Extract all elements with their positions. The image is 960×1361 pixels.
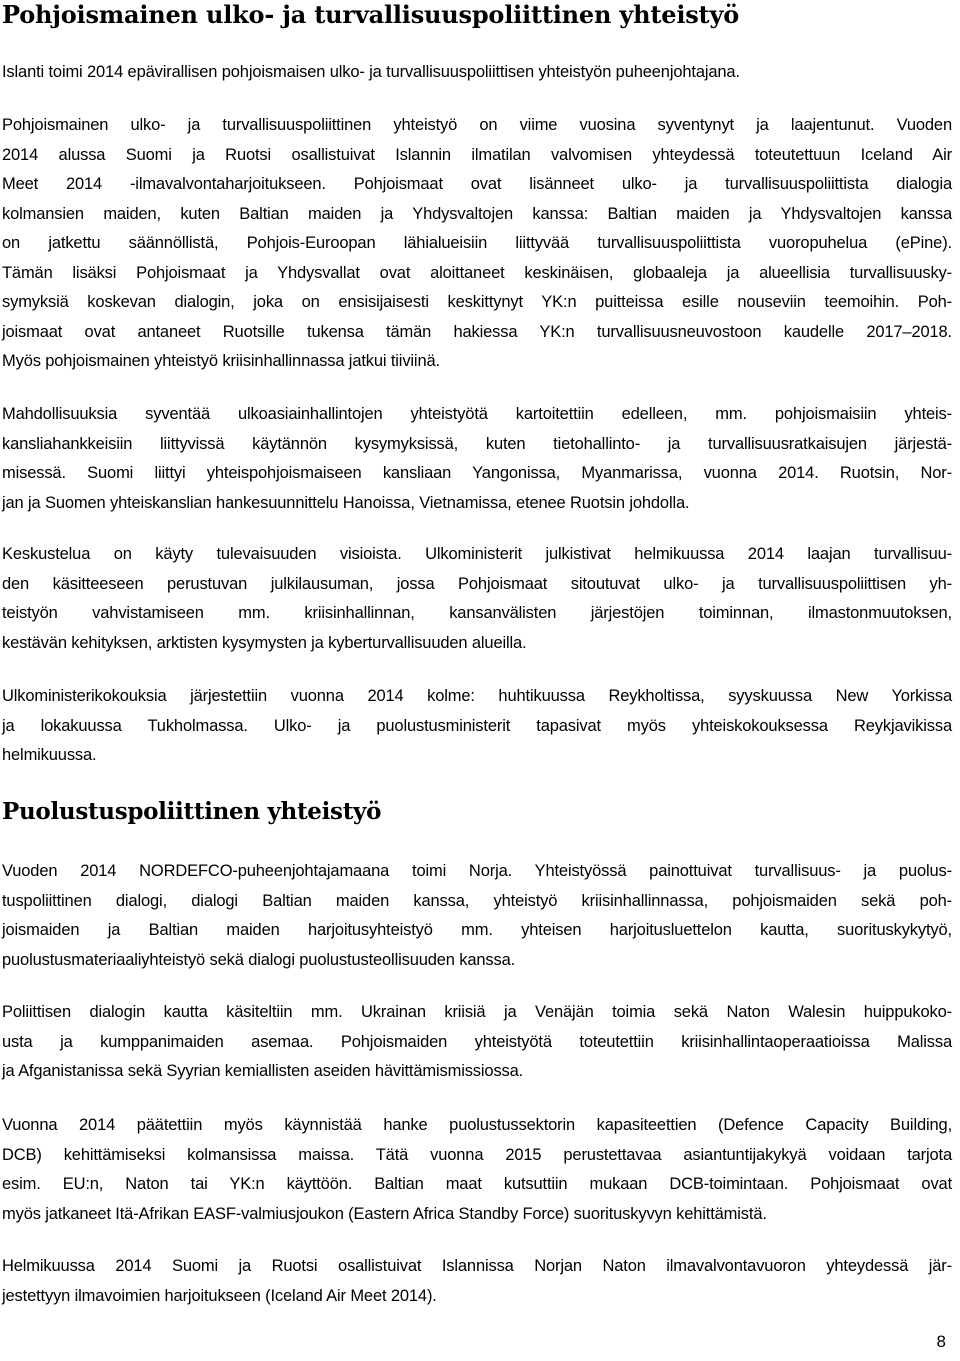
text-line: esim. EU:n, Naton tai YK:n käyttöön. Baltian maat kutsuttiin mukaan DCB-toimintaan. Pohjoismaat ovat [2, 1175, 952, 1193]
text-line: ja Afganistanissa sekä Syyrian kemiallisten aseiden hävittämismissiossa. [2, 1062, 524, 1080]
text-line: Keskustelua on käyty tulevaisuuden visioista. Ulkoministerit julkistivat helmikuussa 2014 laajan turvallisuu- [2, 545, 952, 563]
text-line: Pohjoismainen ulko- ja turvallisuuspoliittinen yhteistyö on viime vuosina syventynyt ja laajentunut. Vuoden [2, 116, 952, 134]
paragraph-air-meet [2, 1252, 952, 1311]
text-line: helmikuussa. [2, 746, 97, 764]
text-line: Helmikuussa 2014 Suomi ja Ruotsi osallistuivat Islannissa Norjan Naton ilmavalvontavuoron yhteydessä jär- [2, 1257, 952, 1275]
text-line: DCB) kehittämiseksi kolmansissa maissa. Tätä vuonna 2015 perustettavaa asiantuntijakykyä voidaan tarjota [2, 1145, 952, 1164]
text-line: symyksiä koskevan dialogin, joka on ensisijaisesti keskittynyt YK:n puitteissa esille nouseviin teemoihin. Poh- [2, 293, 952, 311]
text-line: Meet 2014 -ilmavalvontaharjoitukseen. Pohjoismaat ovat lisänneet ulko- ja turvallisuuspoliittista dialogia [2, 175, 952, 193]
text-line: Islanti toimi 2014 epävirallisen pohjoismaisen ulko- ja turvallisuuspoliittisen yhteistyön puheenjohtajana. [2, 63, 740, 81]
section-heading-defence-policy: Puolustuspoliittinen yhteistyö [2, 798, 382, 825]
page-number: 8 [936, 1332, 946, 1351]
paragraph-nordefco [2, 857, 952, 975]
paragraph-capacity-building [2, 1111, 952, 1229]
paragraph-chairmanship [2, 58, 952, 88]
text-line: kestävän kehityksen, arktisten kysymysten ja kyberturvallisuuden alueilla. [2, 633, 527, 652]
text-line: Mahdollisuuksia syventää ulkoasiainhallintojen yhteistyötä kartoitettiin edelleen, mm. pohjoismaisiin yhteis- [2, 405, 952, 423]
paragraph-future-visions [2, 540, 952, 658]
paragraph-political-dialogue [2, 998, 952, 1087]
text-line: joismaat ovat antaneet Ruotsille tukensa tämän hakiessa YK:n turvallisuusneuvostoon kaudelle 2017–2018. [2, 322, 952, 341]
section-heading-foreign-security-policy: Pohjoismainen ulko- ja turvallisuuspoliittinen yhteistyö [2, 0, 739, 29]
paragraph-minister-meetings [2, 682, 952, 771]
text-line: ja lokakuussa Tukholmassa. Ulko- ja puolustusministerit tapasivat myös yhteiskokouksessa Reykjavikissa [2, 716, 952, 735]
text-line: jestettyyn ilmavoimien harjoitukseen (Iceland Air Meet 2014). [2, 1286, 437, 1305]
text-line: puolustusmateriaaliyhteistyö sekä dialogi puolustusteollisuuden kanssa. [2, 950, 516, 969]
text-line: Vuoden 2014 NORDEFCO-puheenjohtajamaana toimi Norja. Yhteistyössä painottuivat turvallisuus- ja puolus- [2, 862, 952, 880]
text-line: Vuonna 2014 päätettiin myös käynnistää hanke puolustussektorin kapasiteettien (Defence Capacity Building, [2, 1116, 952, 1134]
text-line: myös jatkaneet Itä-Afrikan EASF-valmiusjoukon (Eastern Africa Standby Force) suorituskyvyn kehittämistä. [2, 1204, 767, 1223]
text-line: Myös pohjoismainen yhteistyö kriisinhallinnassa jatkui tiiviinä. [2, 352, 440, 370]
text-line: on jatkettu säännöllistä, Pohjois-Euroopan lähialueisiin liittyvää turvallisuuspoliittista vuoropuhelua (ePine). [2, 234, 952, 252]
text-line: Tämän lisäksi Pohjoismaat ja Yhdysvallat ovat aloittaneet keskinäisen, globaaleja ja alueellisia turvallisuusky- [2, 263, 952, 282]
text-line: usta ja kumppanimaiden asemaa. Pohjoismaiden yhteistyötä toteutettiin kriisinhallintaoperaatioissa Malissa [2, 1032, 952, 1051]
text-line: joismaiden ja Baltian maiden harjoitusyhteistyö mm. yhteisen harjoitusluettelon kautta, suorituskykytyö, [2, 921, 952, 939]
text-line: jan ja Suomen yhteiskanslian hankesuunnittelu Hanoissa, Vietnamissa, etenee Ruotsin johdolla. [2, 493, 690, 512]
paragraph-foreign-administration [2, 400, 952, 518]
text-line: kolmansien maiden, kuten Baltian maiden ja Yhdysvaltojen kanssa: Baltian maiden ja Yhdysvaltojen kanssa [2, 204, 952, 223]
text-line: tuspoliittinen dialogi, dialogi Baltian maiden kanssa, yhteistyö kriisinhallinnassa, pohjoismaiden sekä poh- [2, 891, 952, 910]
text-line: misessä. Suomi liittyi yhteispohjoismaiseen kansliaan Yangonissa, Myanmarissa, vuonna 2014. Ruotsin, Nor- [2, 464, 952, 482]
text-line: Ulkoministerikokouksia järjestettiin vuonna 2014 kolme: huhtikuussa Reykholtissa, syyskuussa New Yorkissa [2, 687, 952, 705]
text-line: Poliittisen dialogin kautta käsiteltiin mm. Ukrainan kriisiä ja Venäjän toimia sekä Naton Walesin huippukoko- [2, 1003, 952, 1021]
paragraph-cooperation-deepened [2, 111, 952, 377]
text-line: kansliahankkeisiin liittyvissä käytännön kysymyksissä, kuten tietohallinto- ja turvallisuusratkaisujen järjestä- [2, 434, 952, 453]
text-line: teistyön vahvistamiseen mm. kriisinhallinnan, kansanvälisten järjestöjen toiminnan, ilmastonmuutoksen, [2, 604, 952, 622]
text-line: 2014 alussa Suomi ja Ruotsi osallistuivat Islannin ilmatilan valvomisen yhteydessä toteutettuun Iceland Air [2, 145, 952, 164]
text-line: den käsitteeseen perustuvan julkilausuman, jossa Pohjoismaat sitoutuvat ulko- ja turvallisuuspoliittisen yh- [2, 574, 952, 593]
